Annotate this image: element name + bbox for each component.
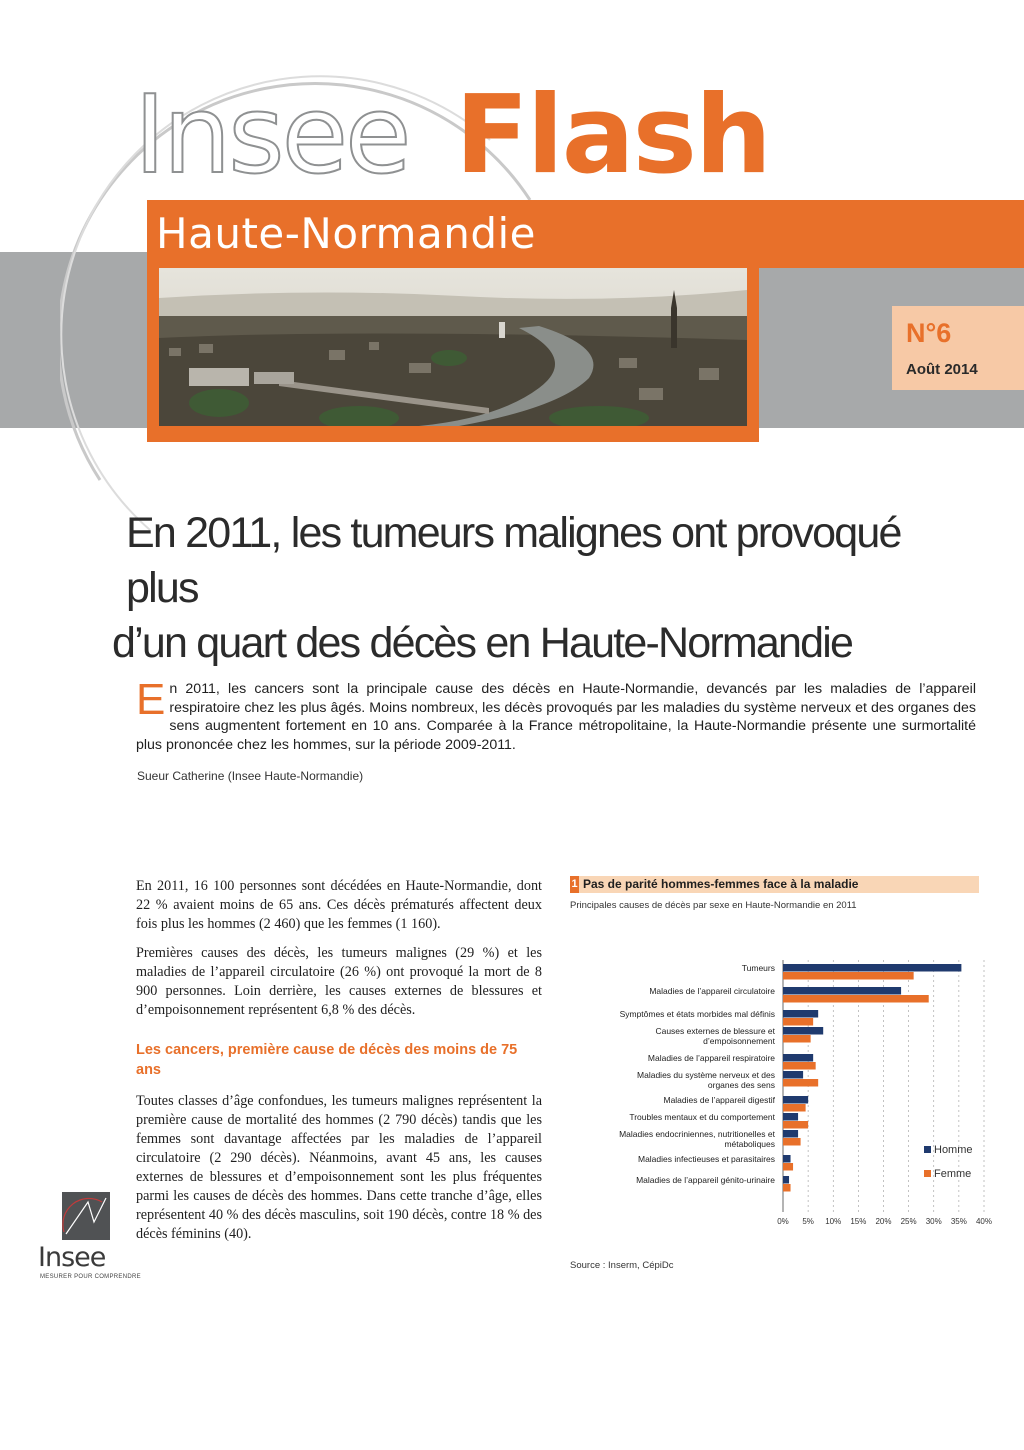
bar-homme [783,1096,808,1104]
chart-title-bar [570,876,979,893]
region-name: Haute-Normandie [156,209,536,258]
category-label: Maladies de l’appareil génito-urinaire [636,1175,775,1185]
x-tick-label: 5% [802,1217,814,1226]
article-body [136,877,542,1254]
logo-wordmark: Insee [38,1242,106,1273]
bar-femme [783,1035,811,1043]
bar-homme [783,1071,803,1079]
category-label: d’empoisonnement [703,1036,775,1046]
category-label: Maladies du système nerveux et des [637,1070,775,1080]
category-label: métaboliques [724,1139,775,1149]
x-tick-label: 40% [975,1217,993,1226]
chart [560,950,1000,1240]
body-paragraph-1: En 2011, 16 100 personnes sont décédées en Haute-Normandie, dont 22 % avaient moins de 65 ans. Ces décès prématurés affectent deux fois plus les hommes (2 460) que les femmes (1 160). [136,878,542,932]
brand-insee: Insee [134,73,409,198]
intro-paragraph [136,675,976,754]
x-tick-label: 35% [950,1217,967,1226]
category-label: Causes externes de blessure et [655,1026,775,1036]
x-tick-label: 10% [825,1217,842,1226]
bar-homme [783,1027,823,1035]
category-label: Maladies de l’appareil circulatoire [649,986,775,996]
section-heading: Les cancers, première cause de décès des moins de 75 ans [136,1042,518,1078]
bar-femme [783,1018,813,1026]
bar-homme [783,987,901,995]
page-title [112,506,962,671]
chart-source: Source : Inserm, CépiDc [570,1260,674,1271]
bar-homme [783,1176,789,1184]
category-label: Maladies de l’appareil digestif [663,1095,775,1105]
logo-mark-graphic [62,1192,110,1240]
author: Sueur Catherine (Insee Haute-Normandie) [137,769,364,783]
category-label: Troubles mentaux et du comportement [629,1112,775,1122]
bar-homme [783,1130,798,1138]
issue-date: Août 2014 [906,361,978,378]
bar-femme [783,1121,808,1129]
category-label: Symptômes et états morbides mal définis [619,1009,775,1019]
intro-dropcap: E [136,675,166,724]
bar-femme [783,1163,793,1171]
body-paragraph-2: Premières causes des décès, les tumeurs malignes (29 %) et les maladies de l’appareil circulatoire (26 %) ont provoqué la mort de 8 900 personnes. Loin derrière, les causes externes de blessures et d’empoisonnement représentent 6,8 % des décès. [136,945,542,1018]
bar-femme [783,1104,806,1112]
issue-number: N°6 [906,318,952,348]
category-label: Maladies de l’appareil respiratoire [647,1053,775,1063]
bar-homme [783,1113,798,1121]
x-tick-label: 25% [900,1217,917,1226]
brand-flash: Flash [455,73,770,198]
title-line-1: En 2011, les tumeurs malignes ont provoqué plus [126,509,901,612]
title-line-2: d’un quart des décès en Haute-Normandie [112,619,853,667]
legend-label: Femme [934,1168,972,1180]
bar-femme [783,1079,818,1087]
chart-number: 1 [570,876,579,893]
category-label: organes des sens [707,1080,775,1090]
x-tick-label: 0% [777,1217,789,1226]
bar-homme [783,1010,818,1018]
category-label: Maladies infectieuses et parasitaires [637,1154,775,1164]
logo-tagline: MESURER POUR COMPRENDRE [40,1274,141,1280]
chart-subtitle: Principales causes de décès par sexe en Haute-Normandie en 2011 [570,900,857,911]
bar-femme [783,1184,791,1192]
legend-label: Homme [934,1144,973,1156]
category-label: Maladies endocriniennes, nutritionelles et [619,1129,775,1139]
category-label: Tumeurs [741,963,775,973]
city-panorama-image [159,268,747,426]
chart-title: Pas de parité hommes-femmes face à la maladie [583,877,859,891]
legend-swatch [924,1170,931,1177]
legend-swatch [924,1146,931,1153]
bar-homme [783,964,961,972]
body-paragraph-3: Toutes classes d’âge confondues, les tumeurs malignes représentent la première cause de mortalité des hommes (2 790 décès) tandis que les femmes sont davantage affectées par les maladies de l’appareil circulatoire (2 290 décès). Néanmoins, avant 45 ans, les causes externes de blessures et d’empoisonnement sont les plus fréquentes parmi les causes de décès des hommes. Dans cette tranche d’âge, elles représentent 40 % des décès masculins, soit 190 décès, contre 18 % des décès féminins (40). [136,1093,542,1242]
insee-logo [38,1192,141,1292]
bar-femme [783,995,929,1003]
logo-mark [62,1192,110,1240]
bar-homme [783,1054,813,1062]
bar-homme [783,1155,791,1163]
x-tick-label: 20% [875,1217,892,1226]
bar-femme [783,1138,801,1146]
x-tick-label: 15% [850,1217,867,1226]
bar-femme [783,1062,816,1070]
intro-text: n 2011, les cancers sont la principale cause des décès en Haute-Normandie, devancés par les maladies de l’appareil respiratoire chez les plus âgés. Moins nombreux, les décès provoqués par les maladies du système nerveux et des organes des sens augmentent fortement en 10 ans. Comparée à la France métropolitaine, la Haute-Normandie présente une surmortalité plus prononcée chez les hommes, sur la période 2009-2011. [136,681,976,753]
x-tick-label: 30% [925,1217,942,1226]
bar-femme [783,972,914,980]
